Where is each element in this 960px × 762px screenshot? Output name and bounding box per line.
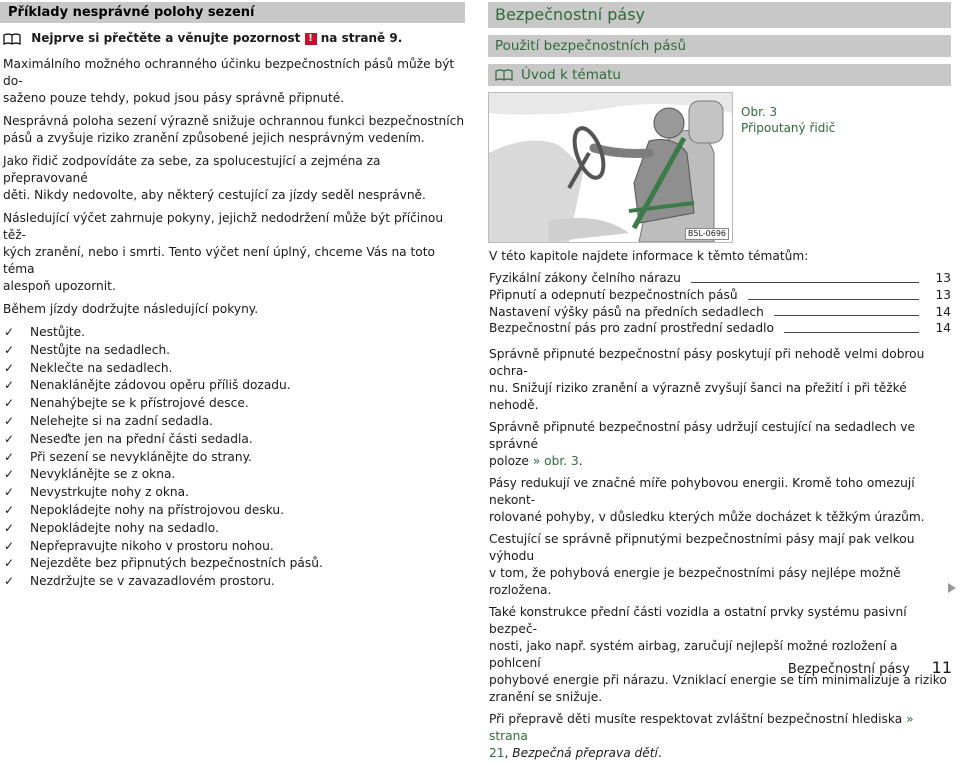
check-icon: ✓ (4, 485, 15, 500)
list-item: ✓ Neklečte na sedadlech. (3, 360, 468, 378)
check-icon: ✓ (4, 556, 15, 571)
body-p4-line1: Cestující se správně připnutými bezpečnostními pásy mají pak velkou výhodu (489, 532, 915, 564)
body-p5-line3: pohybové energie při nárazu. Vzniklací energie se tím minimalizuje a riziko (489, 673, 947, 688)
figure-label: Obr. 3 (741, 105, 778, 119)
book-icon (495, 69, 513, 81)
body-p5-line1: Také konstrukce přední části vozidla a ostatní prvky systému pasivní bezpeč- (489, 605, 907, 637)
list-item: ✓ Neseďte jen na přední části sedadla. (3, 431, 468, 449)
check-icon: ✓ (4, 378, 15, 393)
check-icon: ✓ (4, 574, 15, 589)
right-column (489, 248, 951, 762)
para3-line1: Jako řidič zodpovídáte za sebe, za spolucestující a zejména za přepravované (3, 154, 381, 185)
body-p4-line2: v tom, že pohybová energie je bezpečnostními pásy nejlépe možně rozložena. (489, 566, 901, 598)
list-item: ✓ Nepřepravujte nikoho v prostoru nohou. (3, 538, 468, 556)
body-p1-line2: nu. Snižují riziko zranění a výrazně zvyšují šanci na přežití i při těžké nehodě. (489, 381, 907, 413)
para1-line2: saženo pouze tehdy, pokud jsou pásy správně připnuté. (3, 91, 345, 105)
check-icon: ✓ (4, 502, 15, 517)
body-p2-line1: Správně připnuté bezpečnostní pásy udržují cestující na sedadlech ve správné (489, 420, 916, 452)
driver-illustration (489, 93, 732, 242)
figure-caption-text: Připoutaný řidič (741, 121, 836, 135)
para4-line3: alespoň upozornit. (3, 279, 116, 293)
note-page-link[interactable]: na straně 9. (320, 31, 403, 45)
subsection-title: Použití bezpečnostních pásů (488, 35, 951, 57)
figure-belted-driver (488, 92, 733, 243)
list-item: ✓ Nenaklánějte zádovou opěru příliš dozadu. (3, 377, 468, 395)
check-icon: ✓ (4, 342, 15, 357)
list-item: ✓ Nevystrkujte nohy z okna. (3, 484, 468, 502)
para2-line2: pásů a zvyšuje riziko zranění způsobené jejich nesprávným vedením. (3, 131, 425, 145)
body-p3-line1: Pásy redukují ve značné míře pohybovou energii. Kromě toho omezují nekont- (489, 476, 915, 508)
check-icon: ✓ (4, 449, 15, 464)
list-item: ✓ Nepokládejte nohy na přístrojovou desku. (3, 502, 468, 520)
check-icon: ✓ (4, 325, 15, 339)
check-icon: ✓ (4, 538, 15, 553)
check-icon: ✓ (4, 431, 15, 446)
check-icon: ✓ (4, 467, 15, 482)
check-icon: ✓ (4, 396, 15, 411)
footer (700, 658, 952, 680)
warning-icon: ! (305, 33, 317, 45)
toc-item[interactable]: Bezpečnostní pás pro zadní prostřední sedadlo 14 (489, 321, 951, 336)
page-ref-link[interactable]: » strana (489, 712, 914, 744)
list-item: ✓ Nenahýbejte se k přístrojové desce. (3, 395, 468, 413)
note-text: Nejprve si přečtěte a věnujte pozornost (31, 31, 301, 45)
toc-intro: V této kapitole najdete informace k těmto tématům: (489, 249, 809, 263)
figure-ref-link[interactable]: » obr. 3 (532, 454, 579, 469)
list-item: ✓ Nelehejte si na zadní sedadla. (3, 413, 468, 431)
instructions-checklist (3, 324, 468, 591)
list-item: ✓ Nepokládejte nohy na sedadlo. (3, 520, 468, 538)
para3-line2: děti. Nikdy nedovolte, aby některý cestující za jízdy seděl nesprávně. (3, 188, 426, 202)
body-p6-line1: Při přepravě děti musíte respektovat zvláštní bezpečnostní hlediska » strana (489, 712, 914, 744)
toc-item[interactable]: Nastavení výšky pásů na předních sedadlech 14 (489, 304, 951, 319)
list-item: ✓ Nestůjte. (3, 324, 468, 342)
body-p6-line2: 21, Bezpečná přeprava dětí. (489, 746, 662, 761)
note-line (3, 30, 463, 46)
page-number: 11 (931, 658, 952, 677)
para4-line2: kých zranění, nebo i smrti. Tento výčet není úplný, chceme Vás na toto téma (3, 245, 435, 276)
para5: Během jízdy dodržujte následující pokyny. (3, 302, 259, 316)
para4-line1: Následující výčet zahrnuje pokyny, jejichž nedodržení může být příčinou těž- (3, 211, 444, 242)
list-item: ✓ Nevyklánějte se z okna. (3, 466, 468, 484)
figure-code: B5L-0696 (685, 228, 729, 240)
left-section-header: Příklady nesprávné polohy sezení (0, 2, 465, 23)
book-icon (3, 33, 21, 45)
list-item: ✓ Při sezení se nevyklánějte do strany. (3, 449, 468, 467)
body-p3-line2: rolované pohyby, v důsledku kterých může docházet k těžkým úrazům. (489, 510, 925, 525)
left-column (3, 56, 468, 591)
figure-caption (741, 104, 951, 136)
toc-item[interactable]: Fyzikální zákony čelního nárazu 13 (489, 271, 951, 285)
para2-line1: Nesprávná poloha sezení výrazně snižuje ochrannou funkci bezpečnostních (3, 114, 465, 128)
check-icon: ✓ (4, 360, 15, 375)
toc-item[interactable]: Připnutí a odepnutí bezpečnostních pásů 13 (489, 287, 951, 302)
page-ref-number[interactable]: 21 (489, 746, 505, 761)
body-p2-line2: poloze » obr. 3. (489, 454, 583, 469)
continue-arrow-icon (948, 583, 956, 593)
body-p5-line4: zranění se snižuje. (489, 690, 603, 705)
intro-header: Úvod k tématu (488, 64, 951, 86)
body-p1-line1: Správně připnuté bezpečnostní pásy poskytují při nehodě velmi dobrou ochra- (489, 347, 925, 379)
check-icon: ✓ (4, 520, 15, 535)
list-item: ✓ Nejezděte bez připnutých bezpečnostních pásů. (3, 555, 468, 573)
list-item: ✓ Nestůjte na sedadlech. (3, 342, 468, 360)
para1-line1: Maximálního možného ochranného účinku bezpečnostních pásů může být do- (3, 57, 455, 88)
footer-title: Bezpečnostní pásy (787, 662, 910, 677)
list-item: ✓ Nezdržujte se v zavazadlovém prostoru. (3, 573, 468, 591)
section-title: Bezpečnostní pásy (488, 2, 951, 28)
check-icon: ✓ (4, 413, 15, 428)
body-p5-line2: nosti, jako např. systém airbag, zaručují nejlepší možné rozložení a pohlcení (489, 639, 898, 671)
